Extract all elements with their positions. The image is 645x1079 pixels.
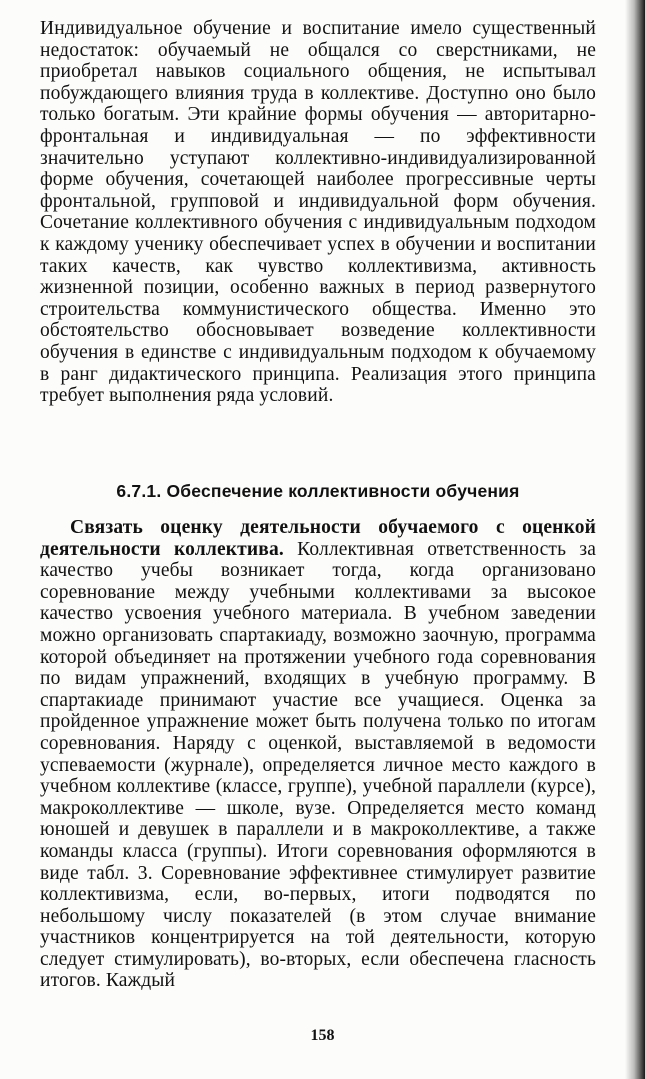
paragraph-body: Коллективная ответственность за качество учебы возникает тогда, когда организовано соревнование между учебными коллективами за высокое качество усвоения учебного материала. В учебном заведении можно организовать спартакиаду, возможно заочную, программа которой объединяет на протяжении учебного года соревнования по видам упражнений, входящих в учебную программу. В спартакиаде принимают участие все учащиеся. Оценка за пройденное упражнение может быть получена только по итогам соревнования. Наряду с оценкой, выставляемой в ведомости успеваемости (журнале), определяется личное место каждого в учебном коллективе (классе, группе), учебной параллели (курсе), макроколлективе — школе, вузе. Определяется место команд юношей и девушек в параллели и в макроколлективе, а также команды класса (группы). Итоги соревнования оформляются в виде табл. 3. Соревнование эффективнее стимулирует развитие коллективизма, если, во-первых, итоги подводятся по небольшому числу показателей (в этом случае внимание участников концентрируется на той деятельности, которую следует стимулировать), во-вторых, если обеспечена гласность итогов. Каждый <box>40 538 596 992</box>
paragraph-individual-learning <box>40 18 596 407</box>
page-edge-shadow <box>625 0 645 1079</box>
section-heading: 6.7.1. Обеспечение коллективности обучения <box>116 481 520 501</box>
paragraph-collective-evaluation <box>40 517 596 992</box>
paragraph-text <box>40 517 596 992</box>
paragraph-lead-bold: Связать оценку деятельности обучаемого с оценкой деятельности коллектива. <box>40 517 596 560</box>
paragraph-text: Индивидуальное обучение и воспитание имело существенный недостаток: обучаемый не общался со сверстниками, не приобретал навыков социального общения, не испытывал побуждающего влияния труда в коллективе. Доступно оно было только богатым. Эти крайние формы обучения — авторитарно-фронтальная и индивидуальная — по эффективности значительно уступают коллективно-индивидуализированной форме обучения, сочетающей наиболее прогрессивные черты фронтальной, групповой и индивидуальной форм обучения. Сочетание коллективного обучения с индивидуальным подходом к каждому ученику обеспечивает успех в обучении и воспитании таких качеств, как чувство коллективизма, активность жизненной позиции, особенно важных в период развернутого строительства коммунистического общества. Именно это обстоятельство обосновывает возведение коллективности обучения в единстве с индивидуальным подходом к обучаемому в ранг дидактического принципа. Реализация этого принципа требует выполнения ряда условий. <box>40 18 596 407</box>
page-number: 158 <box>310 1027 335 1044</box>
